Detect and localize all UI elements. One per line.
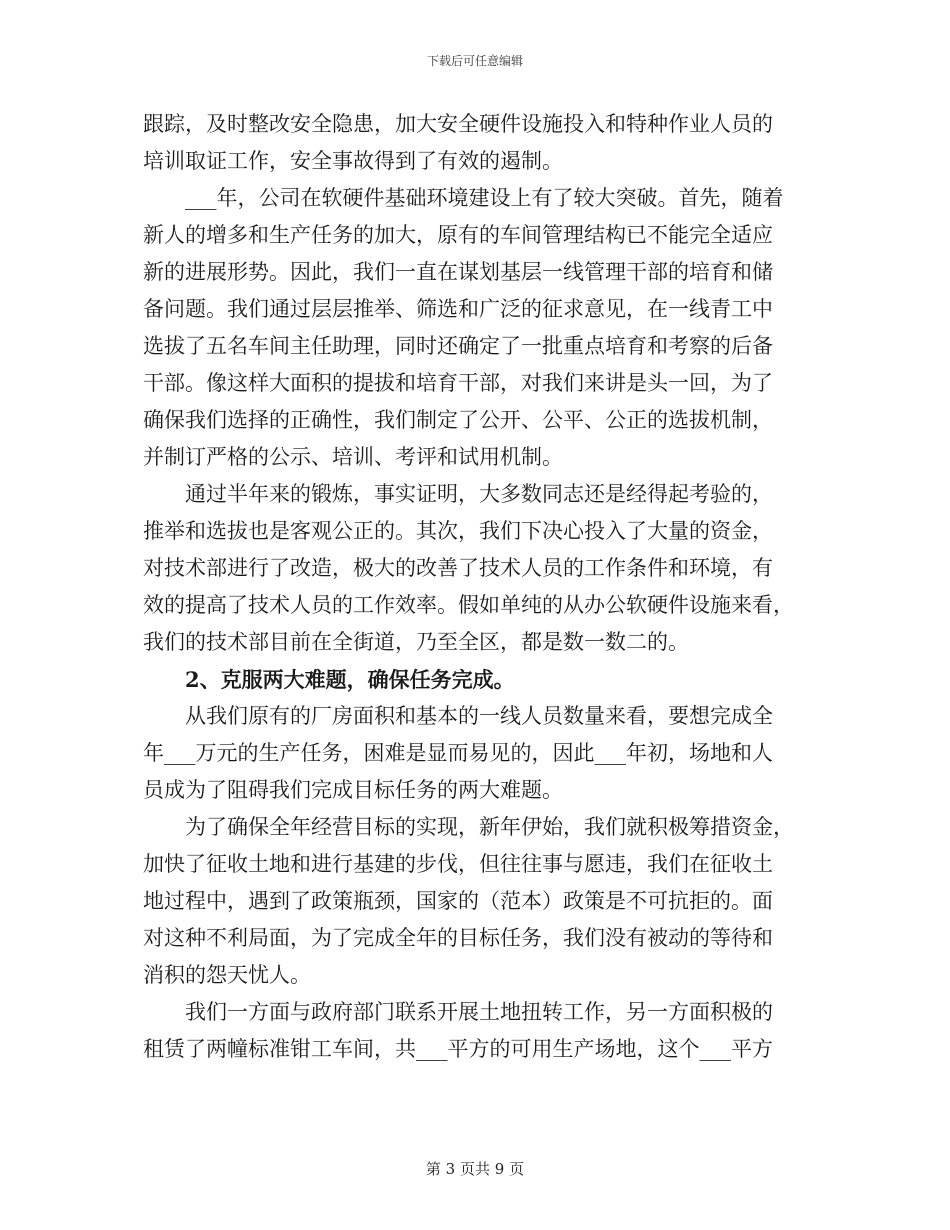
page-header: 下载后可任意编辑 [426, 54, 523, 68]
text-line: ___年，公司在软硬件基础环境建设上有了较大突破。首先，随着 [185, 186, 784, 210]
document-body [143, 106, 813, 1068]
text-line: 培训取证工作，安全事故得到了有效的遏制。 [143, 149, 563, 173]
text-line: 推举和选拔也是客观公正的。其次，我们下决心投入了大量的资金， [143, 519, 773, 543]
text-line: 新人的增多和生产任务的加大，原有的车间管理结构已不能完全适应 [143, 223, 773, 247]
text-line: 新的进展形势。因此，我们一直在谋划基层一线管理干部的培育和储 [143, 260, 773, 284]
text-line: 年___万元的生产任务，困难是显而易见的，因此___年初，场地和人 [143, 741, 773, 765]
text-line: 消积的怨天忧人。 [143, 963, 311, 987]
text-line: 跟踪，及时整改安全隐患，加大安全硬件设施投入和特种作业人员的 [143, 112, 773, 136]
text-line: 备问题。我们通过层层推举、筛选和广泛的征求意见，在一线青工中 [143, 297, 773, 321]
text-line: 确保我们选择的正确性，我们制定了公开、公平、公正的选拔机制， [143, 408, 773, 432]
text-line: 对这种不利局面，为了完成全年的目标任务，我们没有被动的等待和 [143, 926, 773, 950]
text-line: 对技术部进行了改造，极大的改善了技术人员的工作条件和环境，有 [143, 556, 773, 580]
text-line: 干部。像这样大面积的提拔和培育干部，对我们来讲是头一回，为了 [143, 371, 773, 395]
text-line: 并制订严格的公示、培训、考评和试用机制。 [143, 445, 563, 469]
text-line: 效的提高了技术人员的工作效率。假如单纯的从办公软硬件设施来看， [143, 593, 794, 617]
text-line: 通过半年来的锻炼，事实证明，大多数同志还是经得起考验的， [185, 482, 773, 506]
text-line: 从我们原有的厂房面积和基本的一线人员数量来看，要想完成全 [185, 704, 773, 728]
text-line: 我们一方面与政府部门联系开展土地扭转工作，另一方面积极的 [185, 1000, 773, 1024]
text-line: 我们的技术部目前在全街道，乃至全区，都是数一数二的。 [143, 630, 689, 654]
text-line: 加快了征收土地和进行基建的步伐，但往往事与愿违，我们在征收土 [143, 852, 773, 876]
page-footer: 第 3 页共 9 页 [425, 1160, 525, 1178]
text-line: 选拔了五名车间主任助理，同时还确定了一批重点培育和考察的后备 [143, 334, 773, 358]
section-heading: 2、克服两大难题，确保任务完成。 [185, 667, 515, 692]
text-line: 租赁了两幢标准钳工车间，共___平方的可用生产场地，这个___平方 [143, 1037, 773, 1061]
text-line: 地过程中，遇到了政策瓶颈，国家的（范本）政策是不可抗拒的。面 [143, 889, 773, 913]
text-line: 员成为了阻碍我们完成目标任务的两大难题。 [143, 778, 563, 802]
text-line: 为了确保全年经营目标的实现，新年伊始，我们就积极筹措资金， [185, 815, 794, 839]
